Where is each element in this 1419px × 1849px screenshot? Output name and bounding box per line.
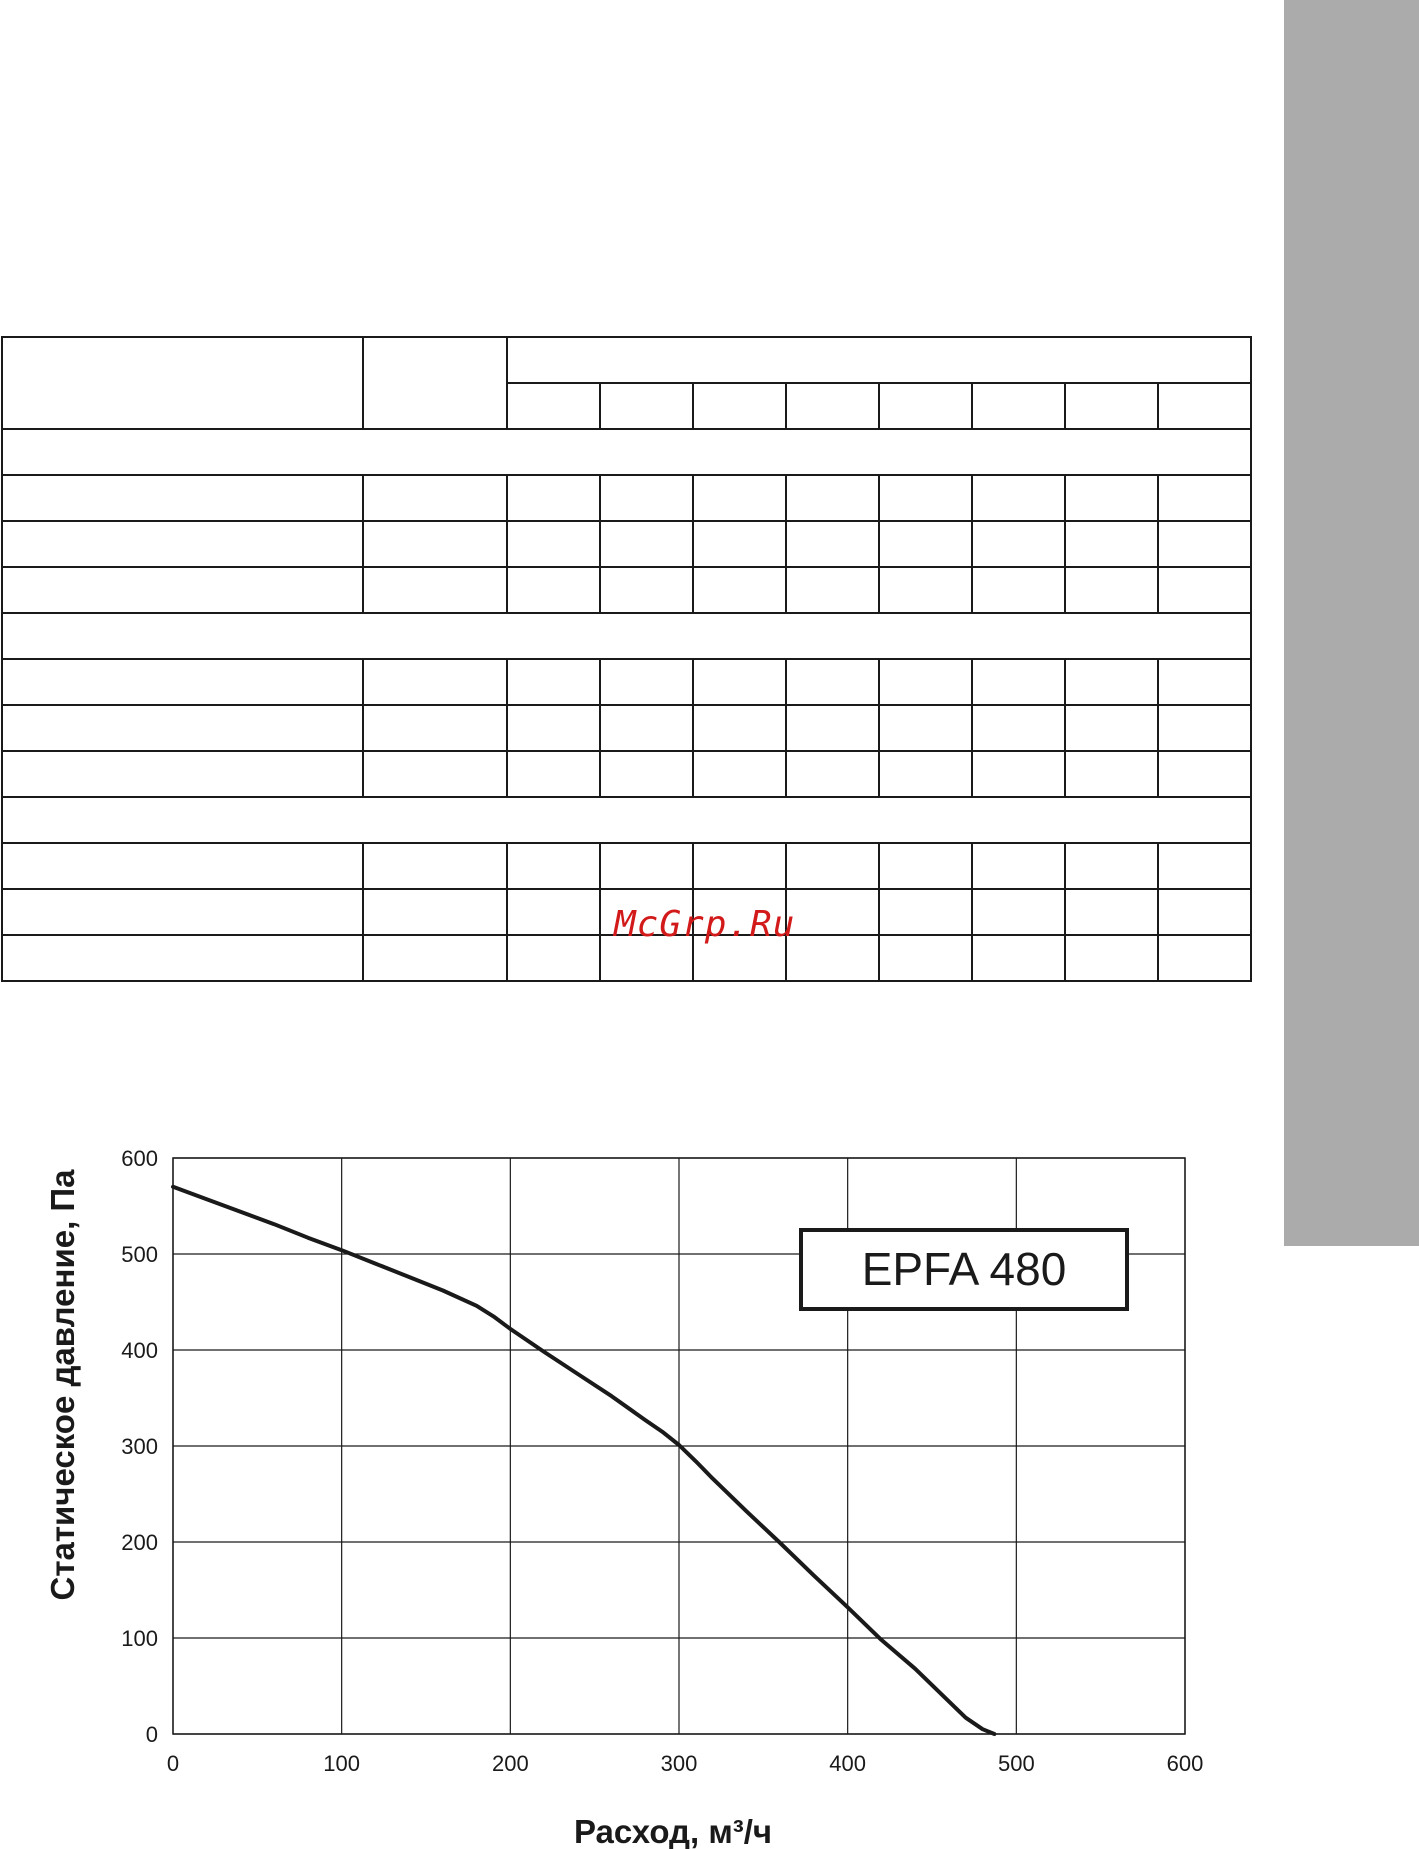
y-tick-label: 400 [121,1338,158,1363]
y-tick-label: 300 [121,1434,158,1459]
y-tick-label: 0 [145,1722,158,1747]
x-tick-label: 200 [491,1751,529,1776]
x-tick-label: 100 [323,1751,361,1776]
x-tick-label: 400 [829,1751,867,1776]
x-tick-label: 600 [1166,1751,1204,1776]
y-axis-label: Статическое давление, Па [44,1169,81,1601]
chart-title-box [801,1230,1127,1309]
y-tick-label: 200 [121,1530,158,1555]
chart-title: EPFA 480 [861,1243,1067,1295]
watermark: McGrp.Ru [614,904,796,945]
x-tick-label: 300 [660,1751,698,1776]
y-tick-label: 100 [121,1626,158,1651]
x-tick-label: 500 [997,1751,1035,1776]
y-tick-label: 600 [121,1146,158,1171]
y-tick-label: 500 [121,1242,158,1267]
x-axis-label: Расход, м³/ч [573,1813,773,1849]
x-tick-label: 0 [166,1751,180,1776]
